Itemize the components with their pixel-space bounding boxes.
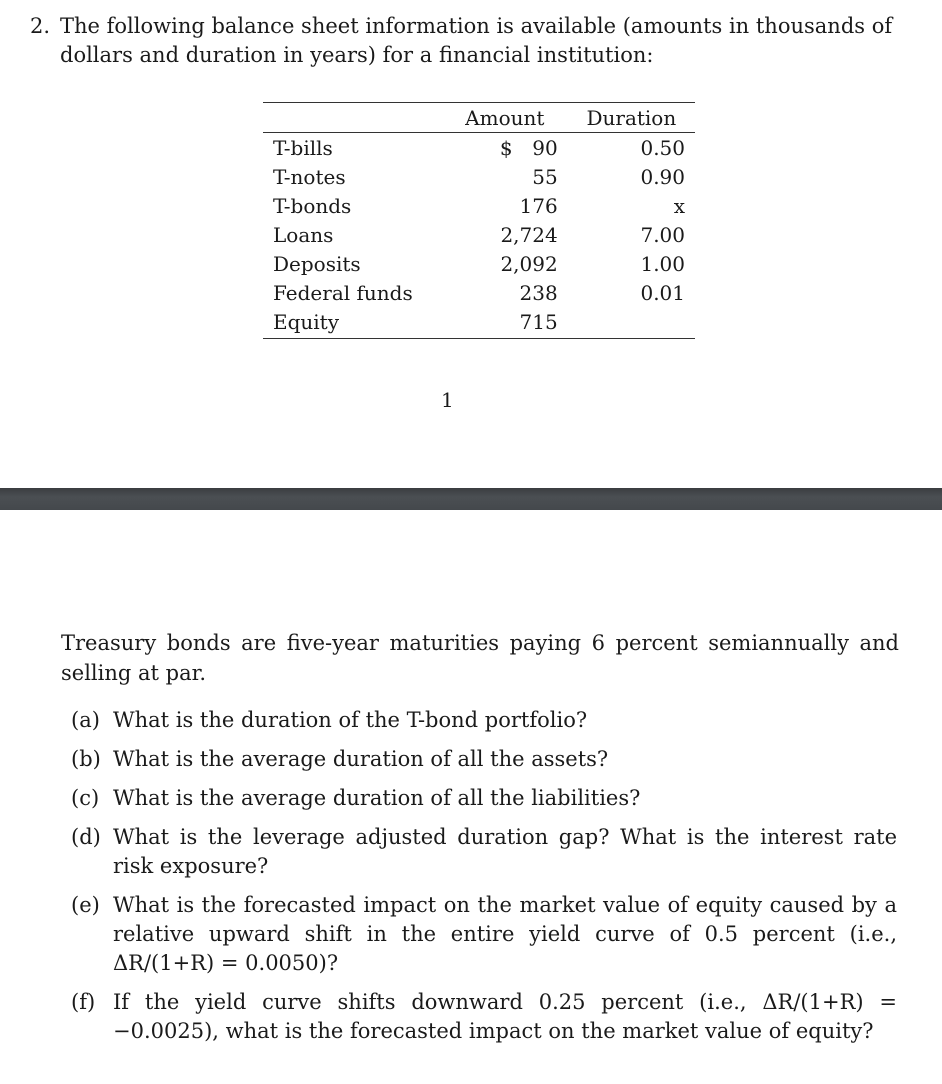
table-header-row [263,103,695,133]
page-separator [0,488,942,510]
table-row [263,249,695,278]
table-row [263,307,695,339]
intro-line-1: The following balance sheet information is available (amounts in thousands of [60,14,893,38]
header-name [263,103,442,133]
row-duration: 0.01 [640,280,685,305]
question-text: What is the leverage adjusted duration gap? What is the interest rate risk exposure? [113,825,897,878]
row-duration: 1.00 [640,251,685,276]
table-row [263,133,695,163]
row-duration: 7.00 [640,222,685,247]
page-number: 1 [441,388,454,412]
question-label: (d) [71,825,101,849]
problem-intro [30,12,900,70]
question-label: (c) [71,786,100,810]
problem-number: 2. [30,14,51,38]
row-duration: 0.90 [640,164,685,189]
question-d [71,823,897,881]
table-row [263,220,695,249]
row-amount: 715 [442,307,568,339]
row-name: T-notes [273,164,346,189]
page-1 [0,0,942,488]
question-label: (b) [71,747,101,771]
currency-symbol: $ [499,135,513,160]
table-row [263,278,695,307]
question-text: What is the forecasted impact on the market value of equity caused by a relative upward shift in the entire yield curve of 0.5 percent (i.e., ΔR/(1+R) = 0.0050)? [113,893,897,975]
row-name: Deposits [273,251,361,276]
row-duration [568,307,695,339]
row-name: Federal funds [273,280,413,305]
question-e [71,891,897,978]
row-duration: 0.50 [640,135,685,160]
intro-line-2: dollars and duration in years) for a financial institution: [60,43,654,67]
table-row [263,191,695,220]
row-amount: 55 [532,164,558,189]
question-text: What is the average duration of all the assets? [113,747,609,771]
row-duration: x [673,193,685,218]
t-bond-paragraph: Treasury bonds are five-year maturities paying 6 percent semiannually and selling at par. [61,631,899,685]
question-b [71,745,897,774]
question-label: (e) [71,893,100,917]
page-2 [0,510,942,1084]
header-duration: Duration [568,103,695,133]
row-name: Loans [273,222,334,247]
row-amount: 176 [519,193,558,218]
question-text: If the yield curve shifts downward 0.25 percent (i.e., ΔR/(1+R) = −0.0025), what is the forecasted impact on the market value of equity? [113,990,897,1043]
row-name: Equity [263,307,442,339]
row-amount: 238 [519,280,558,305]
question-f [71,988,897,1046]
row-amount: 2,724 [500,222,558,247]
header-amount: Amount [442,103,568,133]
question-label: (f) [71,990,96,1014]
question-a [71,706,897,735]
row-amount: 2,092 [500,251,558,276]
question-c [71,784,897,813]
row-name: T-bills [273,135,333,160]
table-row [263,162,695,191]
balance-sheet-table [263,102,695,339]
question-text: What is the duration of the T-bond portfolio? [113,708,588,732]
question-label: (a) [71,708,100,732]
question-text: What is the average duration of all the liabilities? [113,786,641,810]
row-name: T-bonds [273,193,352,218]
row-amount: $ 90 [442,133,568,163]
